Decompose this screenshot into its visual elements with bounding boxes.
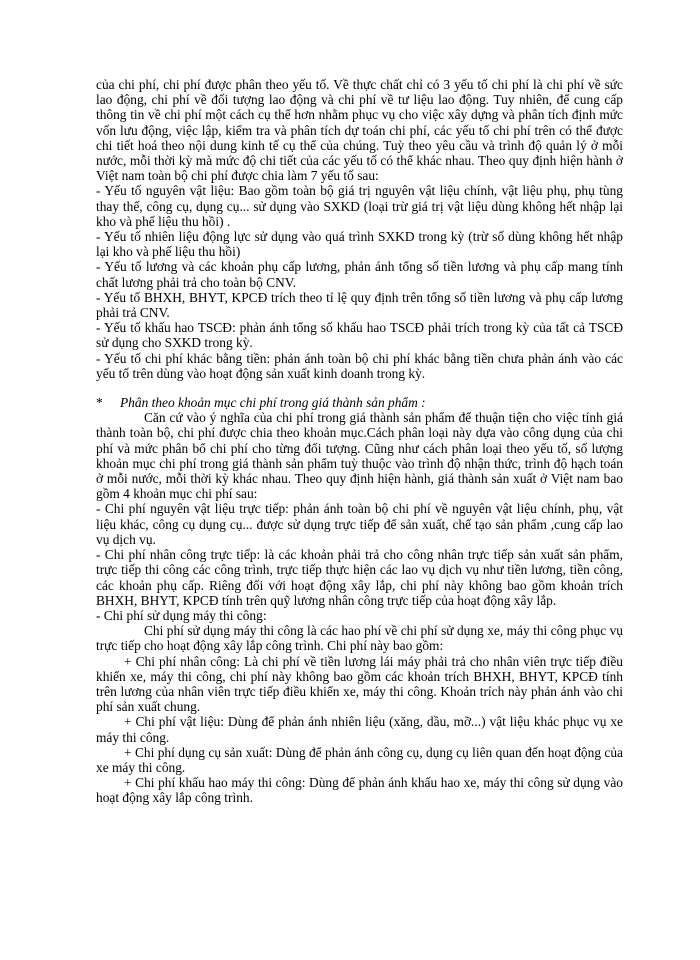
list-item-insurance: - Yếu tố BHXH, BHYT, KPCĐ trích theo tỉ lệ quy định trên tổng số tiền lương và phụ cấp lương phải trả CNV.	[96, 289, 623, 321]
section-bullet: *	[96, 395, 103, 411]
list-item-direct-materials: - Chi phí nguyên vật liệu trực tiếp: phản ánh toàn bộ chi phí về nguyên vật liệu chính, phụ, vật liệu khác, công cụ dụng cụ... được sử dụng trực tiếp để sản xuất, chế tạo sản phẩm ,cung cấp lao vụ dịch vụ.	[96, 501, 623, 547]
paragraph-basis: Căn cứ vào ý nghĩa của chi phí trong giá thành sản phẩm để thuận tiện cho việc tính giá thành toàn bộ, chi phí được chia theo khoản mục.Cách phân loại này dựa vào công dụng của chi phí và mức phân bổ chi phí cho từng đối tượng. Cũng như cách phân loại theo yếu tố, số lượng khoản mục chi phí trong giá thành sản phẩm tuỳ thuộc vào trình độ nhận thức, trình độ hạch toán ở mỗi nước, mỗi thời kỳ khác nhau. Theo quy định hiện hành, giá thành sản xuất ở Việt nam bao gồm 4 khoản mục chi phí sau:	[96, 410, 623, 502]
list-item-materials: - Yếu tố nguyên vật liệu: Bao gồm toàn bộ giá trị nguyên vật liệu chính, vật liệu phụ, phụ tùng thay thế, công cụ, dụng cụ... sử dụng vào SXKD (loại trừ giá trị vật liệu dùng không hết nhập lại kho và phế liệu thu hồi) .	[96, 183, 623, 229]
sub-item-tools: + Chi phí dụng cụ sản xuất: Dùng để phản ánh công cụ, dụng cụ liên quan đến hoạt động của xe máy thi công.	[96, 744, 623, 775]
sub-item-materials: + Chi phí vật liệu: Dùng để phản ánh nhiên liệu (xăng, dầu, mỡ...) vật liệu khác phục vụ xe máy thi công.	[96, 714, 623, 745]
paragraph-machine-costs: Chi phí sử dụng máy thi công là các hao phí về chi phí sử dụng xe, máy thi công phục vụ trực tiếp cho hoạt động xây lắp công trình. Chi phí này bao gồm:	[96, 623, 623, 654]
list-item-fuel: - Yếu tố nhiên liệu động lực sử dụng vào quá trình SXKD trong kỳ (trừ số dùng không hết nhập lại kho và phế liệu thu hồi)	[96, 229, 623, 260]
sub-item-labor: + Chi phí nhân công: Là chi phí về tiền lương lái máy phải trả cho nhân viên trực tiếp điều khiển xe, máy thi công, chi phí này không bao gồm các khoản trích BHXH, BHYT, KPCĐ tính trên lương của nhân viên trực tiếp điều khiển xe, máy thi công. Khoản trích này phản ánh vào chi phí sản xuất chung.	[96, 653, 623, 715]
sub-item-depreciation: + Chi phí khấu hao máy thi công: Dùng để phản ánh khấu hao xe, máy thi công sử dụng vào hoạt động xây lắp công trình.	[96, 775, 623, 806]
list-item-other-costs: - Yếu tố chi phí khác bằng tiền: phản ánh toàn bộ chi phí khác bằng tiền chưa phản ánh vào các yếu tố trên dùng vào hoạt động sản xuất kinh doanh trong kỳ.	[96, 350, 623, 381]
section-title: Phân theo khoản mục chi phí trong giá thành sản phẩm :	[120, 395, 426, 411]
list-item-salary: - Yếu tố lương và các khoản phụ cấp lương, phản ánh tổng số tiền lương và phụ cấp mang tính chất lương phải trả cho toàn bộ CNV.	[96, 259, 623, 290]
list-item-direct-labor: - Chi phí nhân công trực tiếp: là các khoản phải trả cho công nhân trực tiếp sản xuất sản phẩm, trực tiếp thi công các công trình, trực tiếp thực hiện các lao vụ dịch vụ như tiền lương, tiền công, các khoản phụ cấp. Riêng đối với hoạt động xây lắp, chi phí này không bao gồm khoản trích BHXH, BHYT, KPCĐ tính trên quỹ lương nhân công trực tiếp của hoạt động xây lắp.	[96, 547, 623, 608]
list-item-depreciation: - Yếu tố khấu hao TSCĐ: phản ánh tổng số khấu hao TSCĐ phải trích trong kỳ của tất cả TSCĐ sử dụng cho SXKD trong kỳ.	[96, 320, 623, 351]
section-heading	[96, 395, 623, 410]
document-page	[96, 77, 623, 806]
spacer	[96, 381, 623, 395]
list-item-machine-costs: - Chi phí sử dụng máy thi công:	[96, 607, 267, 623]
paragraph-intro: của chi phí, chi phí được phân theo yếu tố. Về thực chất chỉ có 3 yếu tố chi phí là chi phí về sức lao động, chi phí về đối tượng lao động và chi phí về tư liệu lao động. Tuy nhiên, để cung cấp thông tin về chi phí một cách cụ thể hơn nhằm phục vụ cho việc xây dựng và phân tích định mức vốn lưu động, việc lập, kiểm tra và phân tích dự toán chi phí, các yếu tố chi phí trên có thể được chi tiết hoá theo nội dung kinh tế cụ thể của chúng. Tuỳ theo yêu cầu và trình độ quản lý ở mỗi nước, mỗi thời kỳ mà mức độ chi tiết của các yếu tố có thể khác nhau. Theo quy định hiện hành ở Việt nam toàn bộ chi phí được chia làm 7 yếu tố sau:	[96, 77, 623, 184]
